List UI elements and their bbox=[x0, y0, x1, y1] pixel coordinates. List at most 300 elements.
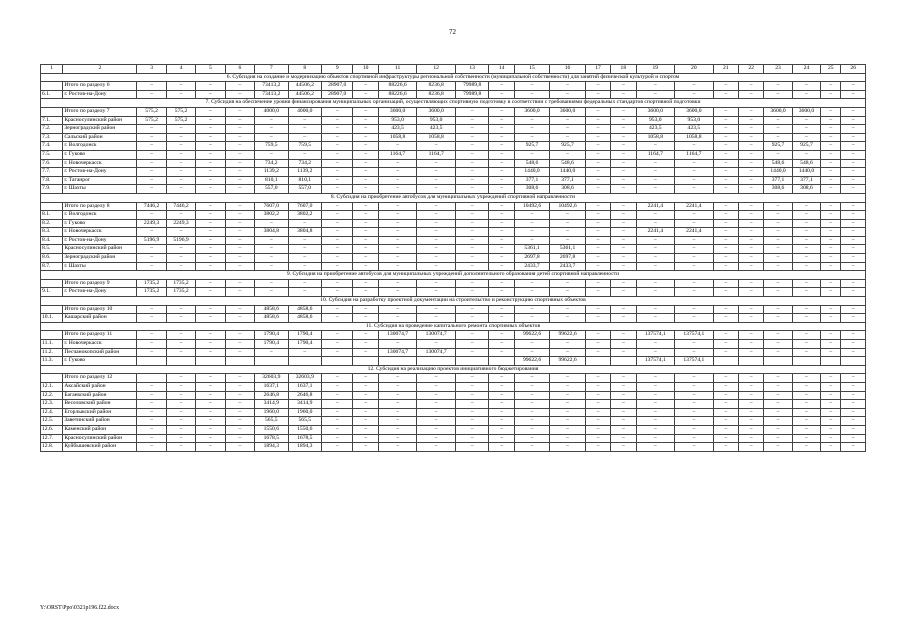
value-cell: – bbox=[764, 331, 792, 340]
value-cell: – bbox=[841, 133, 866, 142]
value-cell: – bbox=[196, 228, 225, 237]
value-cell: – bbox=[489, 228, 514, 237]
value-cell: – bbox=[196, 150, 225, 159]
value-cell: – bbox=[585, 211, 610, 220]
value-cell: – bbox=[137, 245, 166, 254]
value-cell: – bbox=[636, 408, 675, 417]
section-title-row bbox=[41, 271, 866, 280]
value-cell: 7607,0 bbox=[288, 202, 321, 211]
value-cell: 5361,1 bbox=[514, 245, 550, 254]
value-cell: – bbox=[550, 116, 586, 125]
value-cell: – bbox=[455, 391, 488, 400]
value-cell: – bbox=[166, 262, 195, 271]
value-cell: 8236,8 bbox=[417, 82, 456, 91]
value-cell: – bbox=[841, 262, 866, 271]
value-cell: – bbox=[764, 314, 792, 323]
value-cell: – bbox=[713, 340, 738, 349]
value-cell: – bbox=[713, 314, 738, 323]
value-cell: – bbox=[550, 374, 586, 383]
row-number-cell bbox=[41, 202, 63, 211]
value-cell bbox=[378, 357, 417, 366]
table-row bbox=[41, 176, 866, 185]
value-cell: – bbox=[636, 159, 675, 168]
value-cell: – bbox=[353, 176, 378, 185]
value-cell: – bbox=[455, 305, 488, 314]
value-cell: – bbox=[636, 443, 675, 452]
value-cell: – bbox=[322, 116, 353, 125]
value-cell: – bbox=[792, 400, 820, 409]
value-cell: – bbox=[353, 288, 378, 297]
value-cell: 548,6 bbox=[764, 159, 792, 168]
value-cell: – bbox=[378, 168, 417, 177]
value-cell: – bbox=[764, 262, 792, 271]
table-row bbox=[41, 348, 866, 357]
value-cell: – bbox=[489, 150, 514, 159]
value-cell: – bbox=[225, 314, 254, 323]
table-row bbox=[41, 185, 866, 194]
row-name-cell: Заветинский район bbox=[63, 417, 137, 426]
table-row bbox=[41, 82, 866, 91]
value-cell: – bbox=[611, 400, 636, 409]
value-cell: – bbox=[713, 305, 738, 314]
value-cell: – bbox=[225, 331, 254, 340]
value-cell: – bbox=[764, 348, 792, 357]
value-cell: – bbox=[322, 443, 353, 452]
section-title: 10. Субсидия на разработку проектной документации на строительство и реконструкцию спортивных объектов bbox=[41, 297, 866, 306]
value-cell: – bbox=[322, 107, 353, 116]
value-cell: – bbox=[455, 443, 488, 452]
value-cell: – bbox=[738, 400, 763, 409]
row-name-cell: Красносулинский район bbox=[63, 116, 137, 125]
table-row bbox=[41, 340, 866, 349]
value-cell: 1637,1 bbox=[288, 382, 321, 391]
value-cell: 7446,2 bbox=[166, 202, 195, 211]
value-cell: 4858,6 bbox=[288, 305, 321, 314]
table-row bbox=[41, 150, 866, 159]
value-cell: – bbox=[611, 417, 636, 426]
value-cell: – bbox=[455, 417, 488, 426]
value-cell: – bbox=[137, 159, 166, 168]
value-cell: – bbox=[821, 150, 841, 159]
value-cell: – bbox=[764, 279, 792, 288]
value-cell bbox=[455, 357, 488, 366]
value-cell: – bbox=[137, 254, 166, 263]
value-cell: – bbox=[378, 279, 417, 288]
value-cell: – bbox=[550, 288, 586, 297]
value-cell: 1058,8 bbox=[417, 133, 456, 142]
value-cell: 44506,2 bbox=[288, 82, 321, 91]
value-cell: – bbox=[288, 245, 321, 254]
value-cell: – bbox=[137, 82, 166, 91]
value-cell: 810,1 bbox=[255, 176, 288, 185]
row-number-cell: 7.4. bbox=[41, 142, 63, 151]
value-cell: – bbox=[196, 254, 225, 263]
value-cell: – bbox=[166, 331, 195, 340]
value-cell: – bbox=[636, 391, 675, 400]
row-number-cell: 8.1. bbox=[41, 211, 63, 220]
value-cell: – bbox=[288, 133, 321, 142]
value-cell: 575,2 bbox=[166, 107, 195, 116]
value-cell: – bbox=[738, 348, 763, 357]
value-cell: – bbox=[166, 382, 195, 391]
value-cell: 548,6 bbox=[550, 159, 586, 168]
value-cell: 308,6 bbox=[764, 185, 792, 194]
row-name-cell: Багаевский район bbox=[63, 391, 137, 400]
value-cell: – bbox=[821, 279, 841, 288]
row-name-cell: Итого по разделу 9 bbox=[63, 279, 137, 288]
section-title: 6. Субсидия на создание и модернизацию объектов спортивной инфраструктуры региональной собственности (муниципальной собственности) для занятий физической культурой и спортом bbox=[41, 73, 866, 82]
value-cell: – bbox=[611, 434, 636, 443]
value-cell: – bbox=[585, 142, 610, 151]
value-cell: 28907,0 bbox=[322, 90, 353, 99]
value-cell: – bbox=[288, 150, 321, 159]
table-row bbox=[41, 245, 866, 254]
value-cell: – bbox=[738, 408, 763, 417]
value-cell: – bbox=[821, 168, 841, 177]
value-cell bbox=[166, 357, 195, 366]
value-cell: – bbox=[611, 348, 636, 357]
value-cell: – bbox=[455, 168, 488, 177]
value-cell: – bbox=[225, 262, 254, 271]
value-cell: 10492,6 bbox=[514, 202, 550, 211]
value-cell: – bbox=[792, 305, 820, 314]
table-row bbox=[41, 159, 866, 168]
value-cell: – bbox=[611, 305, 636, 314]
value-cell: – bbox=[353, 374, 378, 383]
value-cell: 137574,1 bbox=[675, 331, 714, 340]
row-name-cell: Аксайский район bbox=[63, 382, 137, 391]
value-cell: – bbox=[353, 159, 378, 168]
column-number-cell: 19 bbox=[636, 65, 675, 74]
value-cell: – bbox=[636, 417, 675, 426]
row-name-cell: Итого по разделу 6 bbox=[63, 82, 137, 91]
value-cell: – bbox=[137, 391, 166, 400]
value-cell: – bbox=[585, 82, 610, 91]
value-cell: 1058,8 bbox=[636, 133, 675, 142]
value-cell: – bbox=[322, 133, 353, 142]
value-cell: – bbox=[417, 425, 456, 434]
value-cell: 575,2 bbox=[166, 116, 195, 125]
value-cell: – bbox=[585, 425, 610, 434]
value-cell: – bbox=[792, 262, 820, 271]
value-cell: – bbox=[764, 400, 792, 409]
value-cell: – bbox=[792, 340, 820, 349]
value-cell: – bbox=[738, 211, 763, 220]
value-cell bbox=[417, 357, 456, 366]
value-cell: – bbox=[611, 168, 636, 177]
value-cell: – bbox=[636, 382, 675, 391]
column-number-cell: 9 bbox=[322, 65, 353, 74]
value-cell: – bbox=[322, 228, 353, 237]
value-cell: – bbox=[489, 400, 514, 409]
value-cell: – bbox=[166, 443, 195, 452]
value-cell bbox=[137, 374, 166, 383]
section-title-row bbox=[41, 99, 866, 108]
value-cell: – bbox=[489, 211, 514, 220]
value-cell: 953,0 bbox=[675, 116, 714, 125]
value-cell: 423,5 bbox=[675, 125, 714, 134]
row-number-cell: 12.8. bbox=[41, 443, 63, 452]
value-cell: – bbox=[792, 374, 820, 383]
value-cell: – bbox=[821, 142, 841, 151]
table-row bbox=[41, 254, 866, 263]
value-cell: – bbox=[322, 176, 353, 185]
value-cell: – bbox=[738, 219, 763, 228]
value-cell: – bbox=[841, 408, 866, 417]
value-cell: 10492,6 bbox=[550, 202, 586, 211]
value-cell: – bbox=[166, 254, 195, 263]
value-cell: – bbox=[288, 219, 321, 228]
subsidy-table bbox=[40, 64, 866, 452]
table-row bbox=[41, 434, 866, 443]
row-number-cell: 7.3. bbox=[41, 133, 63, 142]
value-cell: – bbox=[455, 125, 488, 134]
value-cell: – bbox=[675, 288, 714, 297]
table-row bbox=[41, 391, 866, 400]
value-cell: – bbox=[514, 288, 550, 297]
table-row bbox=[41, 262, 866, 271]
value-cell: – bbox=[489, 262, 514, 271]
value-cell: – bbox=[675, 348, 714, 357]
table-row bbox=[41, 236, 866, 245]
value-cell: – bbox=[378, 202, 417, 211]
value-cell: – bbox=[489, 142, 514, 151]
value-cell: – bbox=[514, 279, 550, 288]
row-name-cell: Песчанокопский район bbox=[63, 348, 137, 357]
value-cell: – bbox=[196, 331, 225, 340]
value-cell: – bbox=[225, 425, 254, 434]
value-cell: – bbox=[764, 408, 792, 417]
value-cell: – bbox=[738, 116, 763, 125]
value-cell: – bbox=[675, 391, 714, 400]
table-row bbox=[41, 279, 866, 288]
value-cell: – bbox=[550, 417, 586, 426]
value-cell: – bbox=[378, 391, 417, 400]
value-cell: 2241,4 bbox=[636, 228, 675, 237]
value-cell: – bbox=[489, 348, 514, 357]
value-cell: – bbox=[455, 288, 488, 297]
value-cell: – bbox=[550, 425, 586, 434]
value-cell: – bbox=[196, 417, 225, 426]
value-cell: – bbox=[455, 228, 488, 237]
value-cell: – bbox=[225, 417, 254, 426]
value-cell: – bbox=[514, 434, 550, 443]
value-cell: – bbox=[841, 125, 866, 134]
value-cell: 79989,8 bbox=[455, 90, 488, 99]
value-cell: – bbox=[353, 107, 378, 116]
value-cell: – bbox=[196, 159, 225, 168]
value-cell: – bbox=[288, 348, 321, 357]
value-cell: – bbox=[489, 107, 514, 116]
value-cell: – bbox=[455, 348, 488, 357]
value-cell: – bbox=[550, 150, 586, 159]
row-number-cell: 10.1. bbox=[41, 314, 63, 323]
value-cell bbox=[611, 357, 636, 366]
value-cell: – bbox=[196, 314, 225, 323]
value-cell: – bbox=[675, 176, 714, 185]
value-cell: – bbox=[821, 314, 841, 323]
value-cell: – bbox=[550, 279, 586, 288]
value-cell: – bbox=[196, 211, 225, 220]
value-cell: – bbox=[417, 279, 456, 288]
value-cell: – bbox=[738, 434, 763, 443]
value-cell: – bbox=[611, 288, 636, 297]
value-cell: 4000,0 bbox=[255, 107, 288, 116]
value-cell: – bbox=[353, 279, 378, 288]
value-cell: – bbox=[738, 382, 763, 391]
value-cell: – bbox=[764, 391, 792, 400]
value-cell: 2697,8 bbox=[514, 254, 550, 263]
value-cell: – bbox=[821, 391, 841, 400]
value-cell: 1735,2 bbox=[166, 288, 195, 297]
value-cell: – bbox=[288, 116, 321, 125]
value-cell: 548,6 bbox=[514, 159, 550, 168]
value-cell: – bbox=[841, 417, 866, 426]
value-cell: – bbox=[675, 305, 714, 314]
value-cell: – bbox=[322, 279, 353, 288]
value-cell: 925,7 bbox=[792, 142, 820, 151]
value-cell: – bbox=[378, 228, 417, 237]
value-cell: 308,6 bbox=[792, 185, 820, 194]
value-cell: – bbox=[792, 279, 820, 288]
column-number-cell: 18 bbox=[611, 65, 636, 74]
value-cell: – bbox=[611, 202, 636, 211]
value-cell: – bbox=[841, 288, 866, 297]
table-body bbox=[41, 65, 866, 452]
value-cell: – bbox=[455, 400, 488, 409]
value-cell: – bbox=[611, 82, 636, 91]
value-cell: – bbox=[585, 331, 610, 340]
value-cell: – bbox=[353, 82, 378, 91]
row-name-cell: Сальский район bbox=[63, 133, 137, 142]
value-cell: 1164,7 bbox=[378, 150, 417, 159]
value-cell: – bbox=[713, 82, 738, 91]
value-cell: 565,5 bbox=[255, 417, 288, 426]
column-number-cell: 6 bbox=[225, 65, 254, 74]
value-cell: – bbox=[137, 211, 166, 220]
section-title: 12. Субсидия на реализацию проектов инициативного бюджетирования bbox=[41, 365, 866, 374]
value-cell: – bbox=[353, 245, 378, 254]
value-cell: – bbox=[322, 425, 353, 434]
value-cell: – bbox=[611, 408, 636, 417]
row-name-cell: Красносулинский район bbox=[63, 434, 137, 443]
value-cell: – bbox=[764, 382, 792, 391]
column-number-cell: 23 bbox=[764, 65, 792, 74]
value-cell: – bbox=[713, 236, 738, 245]
value-cell: 1678,5 bbox=[288, 434, 321, 443]
value-cell: – bbox=[322, 262, 353, 271]
value-cell: – bbox=[738, 279, 763, 288]
value-cell: – bbox=[713, 185, 738, 194]
value-cell: – bbox=[417, 391, 456, 400]
value-cell: – bbox=[585, 116, 610, 125]
value-cell: 7446,2 bbox=[137, 202, 166, 211]
value-cell: 925,7 bbox=[764, 142, 792, 151]
row-name-cell: г. Шахты bbox=[63, 185, 137, 194]
table-row bbox=[41, 125, 866, 134]
value-cell bbox=[764, 357, 792, 366]
value-cell: – bbox=[713, 219, 738, 228]
row-name-cell: г. Ростов-на-Дону bbox=[63, 90, 137, 99]
value-cell: – bbox=[585, 245, 610, 254]
value-cell: – bbox=[738, 202, 763, 211]
value-cell: – bbox=[353, 400, 378, 409]
value-cell bbox=[255, 357, 288, 366]
value-cell: – bbox=[792, 90, 820, 99]
column-number-cell: 17 bbox=[585, 65, 610, 74]
value-cell: – bbox=[137, 314, 166, 323]
value-cell: – bbox=[514, 305, 550, 314]
value-cell: – bbox=[550, 236, 586, 245]
value-cell: – bbox=[489, 314, 514, 323]
value-cell: – bbox=[713, 90, 738, 99]
value-cell: – bbox=[738, 425, 763, 434]
value-cell: – bbox=[255, 262, 288, 271]
value-cell: – bbox=[514, 90, 550, 99]
row-number-cell bbox=[41, 305, 63, 314]
value-cell: 2646,8 bbox=[288, 391, 321, 400]
value-cell: – bbox=[225, 443, 254, 452]
value-cell: – bbox=[137, 417, 166, 426]
value-cell: – bbox=[675, 262, 714, 271]
table-row bbox=[41, 219, 866, 228]
value-cell: – bbox=[353, 391, 378, 400]
value-cell: – bbox=[137, 176, 166, 185]
value-cell: – bbox=[137, 331, 166, 340]
value-cell: – bbox=[550, 228, 586, 237]
value-cell: – bbox=[675, 434, 714, 443]
value-cell: – bbox=[611, 425, 636, 434]
value-cell: 88226,6 bbox=[378, 90, 417, 99]
value-cell: – bbox=[821, 408, 841, 417]
value-cell: – bbox=[611, 90, 636, 99]
value-cell: 137574,1 bbox=[636, 331, 675, 340]
value-cell: – bbox=[489, 408, 514, 417]
value-cell: – bbox=[225, 400, 254, 409]
value-cell: – bbox=[585, 150, 610, 159]
value-cell: – bbox=[675, 417, 714, 426]
value-cell: – bbox=[378, 254, 417, 263]
value-cell: – bbox=[378, 417, 417, 426]
row-name-cell: г. Волгодонск bbox=[63, 142, 137, 151]
value-cell: 1058,8 bbox=[378, 133, 417, 142]
value-cell: – bbox=[764, 82, 792, 91]
value-cell: – bbox=[225, 159, 254, 168]
value-cell: – bbox=[489, 236, 514, 245]
row-name-cell: Красносулинский район bbox=[63, 245, 137, 254]
value-cell: – bbox=[489, 425, 514, 434]
value-cell: – bbox=[841, 434, 866, 443]
value-cell: – bbox=[196, 279, 225, 288]
value-cell: 1164,7 bbox=[417, 150, 456, 159]
value-cell: – bbox=[821, 443, 841, 452]
value-cell: – bbox=[489, 443, 514, 452]
column-number-cell: 8 bbox=[288, 65, 321, 74]
value-cell: – bbox=[738, 90, 763, 99]
value-cell: – bbox=[841, 279, 866, 288]
value-cell: – bbox=[455, 142, 488, 151]
value-cell: – bbox=[417, 202, 456, 211]
row-number-cell bbox=[41, 374, 63, 383]
value-cell: – bbox=[322, 202, 353, 211]
value-cell: 423,5 bbox=[378, 125, 417, 134]
value-cell: – bbox=[514, 228, 550, 237]
value-cell: 3414,9 bbox=[255, 400, 288, 409]
value-cell: – bbox=[764, 288, 792, 297]
row-name-cell: г. Гуково bbox=[63, 219, 137, 228]
column-number-cell: 7 bbox=[255, 65, 288, 74]
value-cell: – bbox=[675, 254, 714, 263]
